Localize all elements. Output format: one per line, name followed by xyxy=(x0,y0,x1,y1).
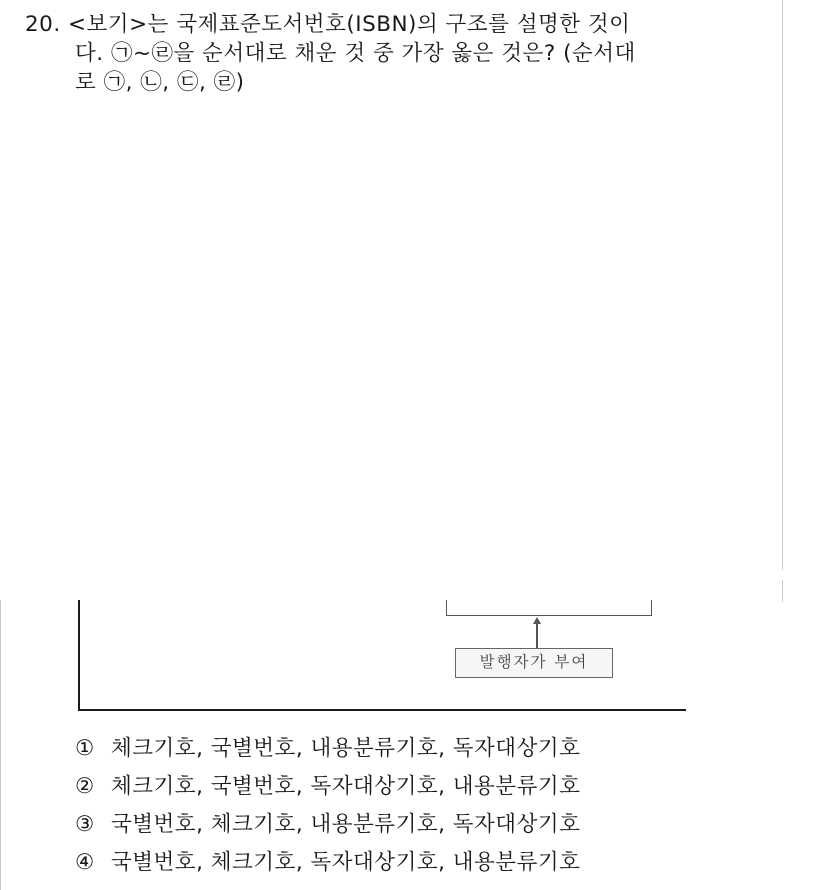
question-stem xyxy=(25,10,770,97)
column-divider-bottom xyxy=(782,580,783,602)
option-3[interactable] xyxy=(75,811,775,849)
question-line-2: 다. ㉠~㉣을 순서대로 채운 것 중 가장 옳은 것은? (순서대 xyxy=(75,41,636,66)
option-1[interactable] xyxy=(75,735,775,773)
option-4[interactable] xyxy=(75,849,775,887)
column-divider-top xyxy=(782,0,783,570)
question-line-1: 20. <보기>는 국제표준도서번호(ISBN)의 구조를 설명한 것이 xyxy=(25,12,631,37)
figure-frame-left xyxy=(78,600,80,710)
option-text: 체크기호, 국별번호, 독자대상기호, 내용분류기호 xyxy=(111,774,581,799)
option-text: 국별번호, 체크기호, 내용분류기호, 독자대상기호 xyxy=(111,812,581,837)
arrow-shaft xyxy=(536,622,538,648)
option-text: 국별번호, 체크기호, 독자대상기호, 내용분류기호 xyxy=(111,850,581,875)
option-number: ③ xyxy=(75,812,95,837)
option-2[interactable] xyxy=(75,773,775,811)
question-line-3: 로 ㉠, ㉡, ㉢, ㉣) xyxy=(75,70,245,95)
publisher-segment-bracket xyxy=(446,600,652,616)
option-number: ① xyxy=(75,736,95,761)
isbn-structure-figure xyxy=(78,600,686,712)
option-text: 체크기호, 국별번호, 내용분류기호, 독자대상기호 xyxy=(111,736,581,761)
answer-options xyxy=(75,735,775,887)
column-divider-left xyxy=(0,600,1,890)
option-number: ④ xyxy=(75,850,95,875)
option-number: ② xyxy=(75,774,95,799)
figure-frame-bottom xyxy=(78,709,686,711)
assigner-label-box: 발행자가 부여 xyxy=(455,648,613,678)
